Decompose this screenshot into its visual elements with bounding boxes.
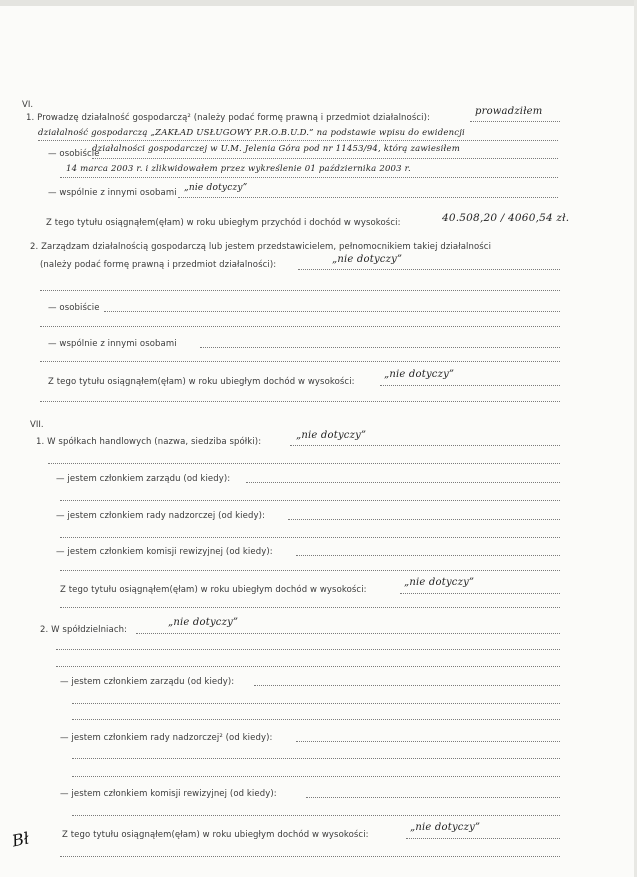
dotted-line xyxy=(60,500,560,501)
vi-2-label: 2. Zarządzam działalnością gospodarczą lub jestem przedstawicielem, pełnomocnikiem takiej działalności xyxy=(30,242,492,252)
vii-1-hw1: „nie dotyczy” xyxy=(296,430,367,441)
dotted-line xyxy=(40,401,560,402)
dotted-line xyxy=(92,158,558,159)
vi-1-hw2: działalność gospodarczą „ZAKŁAD USŁUGOWY P.R.O.B.U.D.” na podstawie wpisu do ewidencji xyxy=(38,128,465,138)
dotted-line xyxy=(400,593,560,594)
vi-2-wspolnie: — wspólnie z innymi osobami xyxy=(48,339,177,349)
dotted-line xyxy=(72,703,560,704)
scan-top-edge xyxy=(0,0,637,6)
dotted-line xyxy=(470,121,560,122)
vi-2-label2: (należy podać formę prawną i przedmiot działalności): xyxy=(40,260,277,270)
vi-2-income-label: Z tego tytułu osiągnąłem(ęłam) w roku ubiegłym dochód w wysokości: xyxy=(48,377,355,387)
dotted-line xyxy=(296,741,560,742)
vi-1-osobiscie: — osobiście xyxy=(48,149,100,159)
vii-1-komisja: — jestem członkiem komisji rewizyjnej (od kiedy): xyxy=(56,547,273,557)
vi-1-hw3: działalności gospodarczej w U.M. Jelenia Góra pod nr 11453/94, którą zawiesiłem xyxy=(92,144,460,154)
dotted-line xyxy=(104,311,560,312)
vi-2-hw1: „nie dotyczy” xyxy=(332,254,403,265)
dotted-line xyxy=(56,666,560,667)
vi-1-wspolnie: — wspólnie z innymi osobami xyxy=(48,188,177,198)
vi-1-income-label: Z tego tytułu osiągnąłem(ęłam) w roku ubiegłym przychód i dochód w wysokości: xyxy=(46,218,401,228)
vii-1-zarzad: — jestem członkiem zarządu (od kiedy): xyxy=(56,474,231,484)
dotted-line xyxy=(406,838,560,839)
dotted-line xyxy=(136,633,560,634)
dotted-line xyxy=(72,758,560,759)
vi-2-osobiscie: — osobiście xyxy=(48,303,100,313)
dotted-line xyxy=(48,463,560,464)
vii-1-hw2: „nie dotyczy” xyxy=(404,577,475,588)
dotted-line xyxy=(306,797,560,798)
vii-2-komisja: — jestem członkiem komisji rewizyjnej (od kiedy): xyxy=(60,789,277,799)
dotted-line xyxy=(254,685,560,686)
dotted-line xyxy=(60,570,560,571)
vi-1-label: 1. Prowadzę działalność gospodarczą² (należy podać formę prawną i przedmiot działalności): xyxy=(26,113,430,123)
vi-1-hw4: 14 marca 2003 r. i zlikwidowałem przez wykreślenie 01 października 2003 r. xyxy=(66,164,411,174)
vii-2-zarzad: — jestem członkiem zarządu (od kiedy): xyxy=(60,677,235,687)
dotted-line xyxy=(72,815,560,816)
section-vii-heading: VII. xyxy=(30,420,44,430)
dotted-line xyxy=(40,326,560,327)
dotted-line xyxy=(246,482,560,483)
section-vi-heading: VI. xyxy=(22,100,34,110)
dotted-line xyxy=(178,197,558,198)
vii-2-income-label: Z tego tytułu osiągnąłem(ęłam) w roku ubiegłym dochód w wysokości: xyxy=(62,830,369,840)
vi-1-hw6: 40.508,20 / 4060,54 zł. xyxy=(442,212,570,224)
vi-1-hw1: prowadziłem xyxy=(475,106,543,117)
dotted-line xyxy=(60,177,558,178)
vi-1-hw5: „nie dotyczy” xyxy=(184,183,248,193)
dotted-line xyxy=(40,290,560,291)
dotted-line xyxy=(296,555,560,556)
vi-2-hw2: „nie dotyczy” xyxy=(384,369,455,380)
dotted-line xyxy=(38,140,558,141)
vii-2-rada: — jestem członkiem rady nadzorczej² (od kiedy): xyxy=(60,733,273,743)
signature: Bł xyxy=(10,828,31,851)
dotted-line xyxy=(40,361,560,362)
dotted-line xyxy=(288,519,560,520)
dotted-line xyxy=(60,856,560,857)
vii-2-label: 2. W spółdzielniach: xyxy=(40,625,128,635)
dotted-line xyxy=(290,445,560,446)
vii-1-label: 1. W spółkach handlowych (nazwa, siedziba spółki): xyxy=(36,437,262,447)
vii-2-hw2: „nie dotyczy” xyxy=(410,822,481,833)
dotted-line xyxy=(298,269,560,270)
dotted-line xyxy=(200,347,560,348)
dotted-line xyxy=(380,385,560,386)
dotted-line xyxy=(60,537,560,538)
dotted-line xyxy=(72,719,560,720)
dotted-line xyxy=(60,607,560,608)
dotted-line xyxy=(72,776,560,777)
vii-1-income-label: Z tego tytułu osiągnąłem(ęłam) w roku ubiegłym dochód w wysokości: xyxy=(60,585,367,595)
vii-2-hw1: „nie dotyczy” xyxy=(168,617,239,628)
vii-1-rada: — jestem członkiem rady nadzorczej (od kiedy): xyxy=(56,511,265,521)
dotted-line xyxy=(56,649,560,650)
